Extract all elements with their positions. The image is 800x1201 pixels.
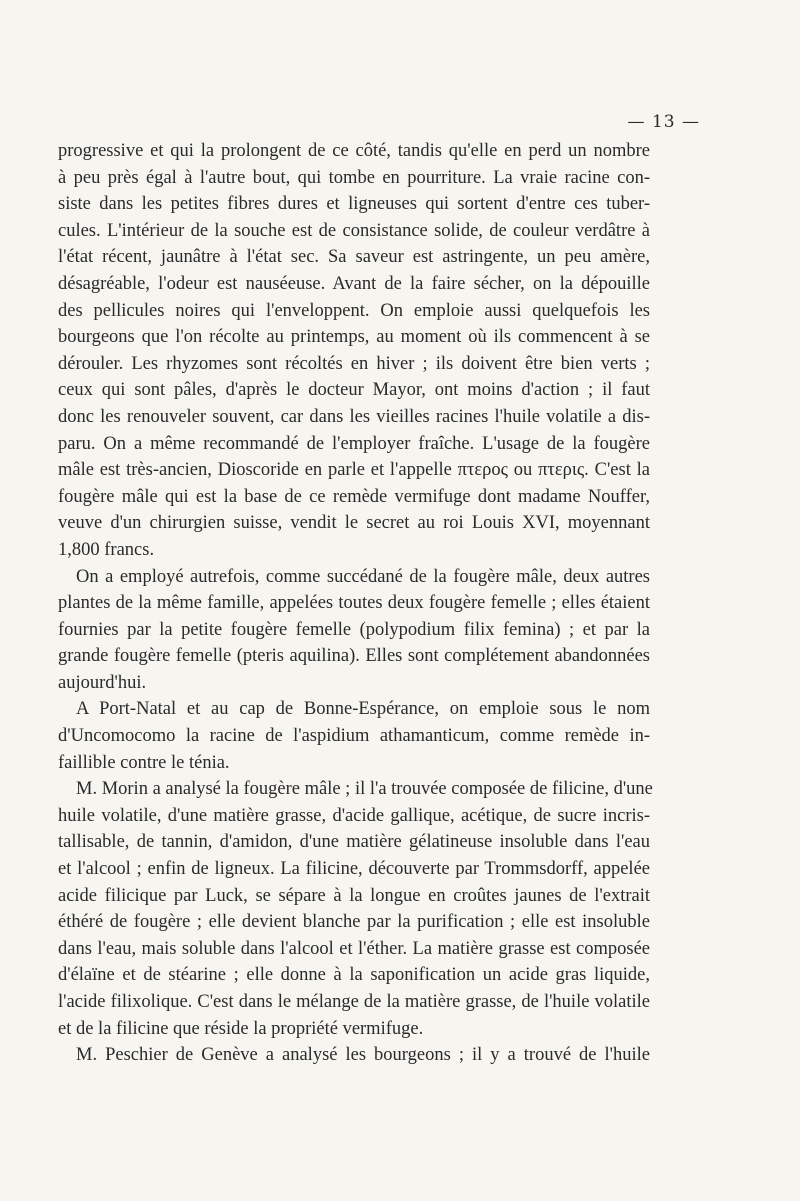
text-line: et de la filicine que réside la propriété vermifuge. — [58, 1018, 424, 1039]
text-line: tallisable, de tannin, d'amidon, d'une matière gélatineuse insoluble dans l'eau — [58, 832, 650, 853]
text-line: et l'alcool ; enfin de ligneux. La filicine, découverte par Trommsdorff, appelée — [58, 859, 650, 880]
text-line: dans l'eau, mais soluble dans l'alcool et l'éther. La matière grasse est composée — [58, 938, 650, 959]
text-line: faillible contre le ténia. — [58, 752, 230, 773]
text-line: fougère mâle qui est la base de ce remède vermifuge dont madame Nouffer, — [58, 486, 650, 507]
text-line: à peu près égal à l'autre bout, qui tombe en pourriture. La vraie racine con- — [58, 167, 650, 188]
text-line: A Port-Natal et au cap de Bonne-Espérance, on emploie sous le nom — [76, 699, 650, 720]
text-line: M. Morin a analysé la fougère mâle ; il l'a trouvée composée de filicine, d'une — [76, 779, 653, 800]
text-line: donc les renouveler souvent, car dans les vieilles racines l'huile volatile a dis- — [58, 406, 650, 427]
text-line: des pellicules noires qui l'enveloppent. On emploie aussi quelquefois les — [58, 300, 650, 321]
text-line: M. Peschier de Genève a analysé les bourgeons ; il y a trouvé de l'huile — [76, 1045, 650, 1066]
text-line: d'Uncomocomo la racine de l'aspidium athamanticum, comme remède in- — [58, 726, 650, 747]
text-line: aujourd'hui. — [58, 672, 147, 693]
text-line: d'élaïne et de stéarine ; elle donne à la saponification un acide gras liquide, — [58, 965, 650, 986]
text-line: ceux qui sont pâles, d'après le docteur Mayor, ont moins d'action ; il faut — [58, 380, 650, 401]
text-line: siste dans les petites fibres dures et ligneuses qui sortent d'entre ces tuber- — [58, 194, 650, 215]
text-line: éthéré de fougère ; elle devient blanche par la purification ; elle est insoluble — [58, 912, 650, 933]
text-line: mâle est très-ancien, Dioscoride en parle et l'appelle πτερος ou πτερις. C'est la — [58, 460, 650, 481]
page-number: — 13 — — [627, 112, 700, 132]
text-line: l'acide filixolique. C'est dans le mélange de la matière grasse, de l'huile volatile — [58, 992, 650, 1012]
text-line: progressive et qui la prolongent de ce côté, tandis qu'elle en perd un nombre — [58, 141, 650, 161]
text-line: plantes de la même famille, appelées toutes deux fougère femelle ; elles étaient — [58, 593, 650, 614]
text-line: l'état récent, jaunâtre à l'état sec. Sa saveur est astringente, un peu amère, — [58, 247, 650, 268]
text-line: 1,800 francs. — [58, 539, 155, 560]
text-line: fournies par la petite fougère femelle (polypodium filix femina) ; et par la — [58, 619, 650, 640]
body-text — [58, 138, 653, 1069]
text-line: veuve d'un chirurgien suisse, vendit le secret au roi Louis XVI, moyennant — [58, 513, 650, 534]
text-line: huile volatile, d'une matière grasse, d'acide gallique, acétique, de sucre incris- — [58, 805, 650, 826]
text-line: acide filicique par Luck, se sépare à la longue en croûtes jaunes de l'extrait — [58, 885, 650, 906]
text-line: dérouler. Les rhyzomes sont récoltés en hiver ; ils doivent être bien verts ; — [58, 353, 650, 374]
text-line: cules. L'intérieur de la souche est de consistance solide, de couleur verdâtre à — [58, 220, 650, 241]
text-line: désagréable, l'odeur est nauséeuse. Avant de la faire sécher, on la dépouille — [58, 273, 650, 294]
text-line: paru. On a même recommandé de l'employer fraîche. L'usage de la fougère — [58, 433, 650, 454]
text-line: On a employé autrefois, comme succédané de la fougère mâle, deux autres — [76, 566, 650, 587]
text-line: bourgeons que l'on récolte au printemps, au moment où ils commencent à se — [58, 327, 650, 348]
text-line: grande fougère femelle (pteris aquilina). Elles sont complétement abandonnées — [58, 646, 650, 667]
